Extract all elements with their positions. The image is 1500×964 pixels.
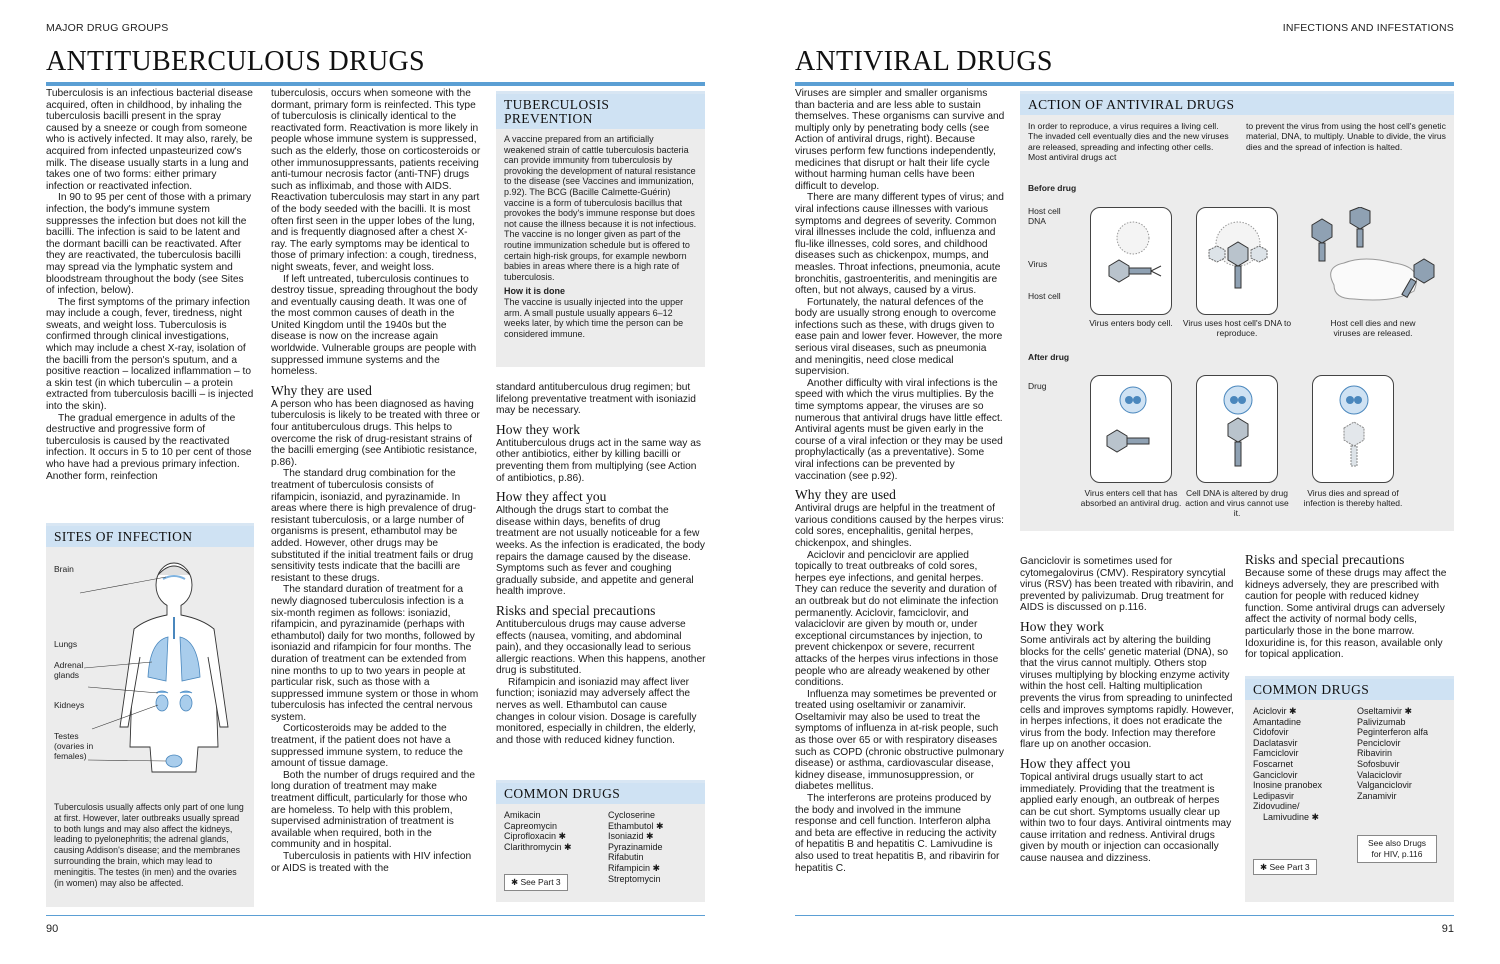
see-part3-note: ✱ See Part 3 xyxy=(1253,859,1317,876)
action-intro-a: In order to reproduce, a virus requires a living cell. The invaded cell eventually dies and the new viruses are released, spreading and infecting other cells. Most antiviral drugs act xyxy=(1028,121,1229,163)
left-why-para: Tuberculosis in patients with HIV infection or AIDS is treated with the xyxy=(271,851,472,874)
right-running-head: INFECTIONS AND INFESTATIONS xyxy=(1282,22,1454,34)
after-panel-3 xyxy=(1312,375,1394,483)
right-col1-para: There are many different types of virus; and viral infections cause illnesses with various symptoms and degrees of severity. Common viral illnesses include the cold, influenza and flu-like illnesses, cold sores, and childhood diseases such as chickenpox, mumps, and measles. Throat infections, pneumonia, acute bronchitis, gastroenteritis, and meningitis are often, but not always, caused by a virus. xyxy=(795,192,1004,297)
after-panel-2 xyxy=(1196,375,1278,483)
drug-item: Peginterferon alfa xyxy=(1357,727,1429,738)
caption-before-2: Virus uses host cell's DNA to reproduce. xyxy=(1182,318,1292,338)
drug-item: Clarithromycin ✱ xyxy=(504,841,572,852)
see-also-note: See also Drugs for HIV, p.116 xyxy=(1357,835,1437,862)
label-adrenal: Adrenal glands xyxy=(54,660,84,680)
drug-item: Ledipasvir xyxy=(1253,790,1295,801)
action-intro-b: to prevent the virus from using the host cell's genetic material, DNA, to multiply. Unable to divide, the virus dies and the spread of infection is halted. xyxy=(1246,121,1446,152)
tb-prevention-body xyxy=(496,129,705,344)
drug-absorbed-illustration xyxy=(1091,376,1173,484)
left-col2 xyxy=(271,88,481,910)
label-testes: Testes (ovaries in females) xyxy=(54,731,94,761)
drug-item: Capreomycin xyxy=(504,820,558,831)
left-risks-para: Rifampicin and isoniazid may affect liver function; isoniazid may adversely affect the nerves as well. Ethambutol can cause changes in colour vision. Dosage is carefully monitored, especially in children, the elderly, and those with reduced kidney function. xyxy=(496,676,697,746)
left-col1 xyxy=(46,88,254,514)
drug-item: Penciclovir xyxy=(1357,737,1401,748)
virus-dies-illustration xyxy=(1313,376,1395,484)
right-col1-para: Viruses are simpler and smaller organisms than bacteria and are less able to sustain themselves. These organisms can survive and multiply only by penetrating body cells (see Action of antiviral drugs, right). Because viruses perform few functions independently, medicines that disrupt or halt their life cycle without harming human cells have been difficult to develop. xyxy=(795,88,1005,192)
left-bottom-rule xyxy=(46,915,705,916)
drug-item: Rifabutin xyxy=(608,852,644,863)
left-col3-para: standard antituberculous drug regimen; but lifelong preventative treatment with isoniazid may be necessary. xyxy=(496,382,696,417)
left-col2-para: tuberculosis, occurs when someone with the dormant, primary form is reinfected. This type of tuberculosis is clinically identical to the reactivated form. Reactivation is more likely in people whose immune system is suppressed, such as the elderly, those on corticosteroids or other immunosuppressants, patients receiving anti-tumour necrosis factor (anti-TNF) drugs such as infliximab, and those with AIDS. Reactivation tuberculosis may start in any part of the body seeded with the bacilli. It is most often first seen in the upper lobes of the lung, and is frequently diagnosed after a chest X-ray. The early symptoms may be identical to those of primary infection: a cough, tiredness, night sweats, fever, and weight loss. xyxy=(271,88,481,273)
drug-item: Ganciclovir xyxy=(1253,769,1298,780)
tb-prevention-title-2: PREVENTION xyxy=(504,111,593,126)
left-how-affect-text: Although the drugs start to combat the disease within days, benefits of drug treatment are not usually noticeable for a few weeks. As the infection is eradicated, the body repairs the damage caused by the disease. Symptoms such as fever and coughing gradually subside, and appetite and general health improve. xyxy=(496,505,705,598)
drug-item: Inosine pranobex xyxy=(1253,780,1323,791)
right-col1-para: Fortunately, the natural defences of the body are usually strong enough to overcome infections such as these, with drugs given to ease pain and lower fever. However, the more serious viral diseases, such as pneumonia and meningitis, need close medical supervision. xyxy=(795,296,1003,378)
right-why-para: The interferons are proteins produced by the body and involved in the immune response and cell function. Interferon alpha and beta are effective in reducing the activity of hepatitis B and hepatitis C. Lamivudine is also used to treat hepatitis B, and ribavirin for hepatitis C. xyxy=(795,793,1000,874)
label-host-cell-dna: Host cell DNA xyxy=(1028,206,1061,226)
label-kidneys: Kidneys xyxy=(54,700,85,710)
drug-item: Famciclovir xyxy=(1253,748,1299,759)
drug-item: Sofosbuvir xyxy=(1357,758,1400,769)
right-col3 xyxy=(1245,552,1455,672)
left-col2-para: If left untreated, tuberculosis continues to destroy tissue, spreading throughout the body and eventually causing death. It was one of the most common causes of death in the United Kingdom until the 1940s but the disease is now on the increase again worldwide. Vulnerable groups are people with suppressed immune systems and the homeless. xyxy=(271,273,478,378)
new-viruses-released-illustration xyxy=(1304,207,1444,315)
virus-reproduces-illustration xyxy=(1197,208,1279,316)
drug-item: Cidofovir xyxy=(1253,727,1289,738)
left-how-work-heading: How they work xyxy=(496,421,580,437)
before-panel-3 xyxy=(1304,207,1444,315)
left-why-para: A person who has been diagnosed as having tuberculosis is likely to be treated with three or four antituberculous drugs. This helps to overcome the risk of drug-resistant strains of the bacilli emerging (see Antibiotic resistance, p.86). xyxy=(271,398,480,468)
right-common-drugs-title: COMMON DRUGS xyxy=(1245,676,1454,700)
drug-item: Amikacin xyxy=(504,810,541,820)
label-drug: Drug xyxy=(1028,381,1047,391)
left-why-used-heading: Why they are used xyxy=(271,382,372,398)
virus-enters-illustration xyxy=(1091,208,1173,316)
left-page-number: 90 xyxy=(46,923,59,935)
left-how-affect-heading: How they affect you xyxy=(496,489,607,505)
after-panel-1 xyxy=(1090,375,1172,483)
sites-box-title: SITES OF INFECTION xyxy=(46,523,254,547)
left-running-head: MAJOR DRUG GROUPS xyxy=(46,22,169,34)
tb-prevention-subtext: The vaccine is usually injected into the upper arm. A small pustule usually appears 6–12 weeks later, by which time the person can be considered immune. xyxy=(504,296,684,339)
right-bottom-rule xyxy=(795,915,1454,916)
drug-item: Ethambutol ✱ xyxy=(608,820,664,831)
label-lungs: Lungs xyxy=(54,639,78,649)
left-common-drugs-title: COMMON DRUGS xyxy=(496,780,705,804)
drug-item: Pyrazinamide xyxy=(608,841,663,852)
right-how-work-heading: How they work xyxy=(1020,618,1104,634)
drug-item: Aciclovir ✱ xyxy=(1253,706,1297,716)
left-drug-list xyxy=(496,804,705,891)
left-why-para: The standard drug combination for the treatment of tuberculosis consists of rifampicin, isoniazid, and pyrazinamide. In areas where there is high prevalence of drug-resistant tuberculosis, or a large number of organisms is present, ethambutol may be added. However, other drugs may be substituted if the initial treatment fails or drug sensitivity tests indicate that the bacilli are resistant to these drugs. xyxy=(271,468,476,584)
drug-item: Foscarnet xyxy=(1253,758,1294,769)
caption-after-2: Cell DNA is altered by drug action and virus cannot use it. xyxy=(1185,488,1289,518)
drug-item: Cycloserine xyxy=(608,810,656,820)
left-why-para: The standard duration of treatment for a newly diagnosed tuberculosis infection is a six-month regimen as follows: isoniazid, rifampicin, and pyrazinamide (perhaps with ethambutol) daily for two months, followed by isoniazid and rifampicin for four months. The duration of treatment can be extended from nine months to up to two years in people at particular risk, such as those with a suppressed immune system or those in whom tuberculosis has infected the central nervous system. xyxy=(271,584,479,723)
left-title-rule xyxy=(46,82,705,86)
caption-before-3: Host cell dies and new viruses are released. xyxy=(1330,318,1416,338)
right-common-drugs-box xyxy=(1245,676,1454,902)
right-col1 xyxy=(795,88,1005,910)
before-panel-1 xyxy=(1090,207,1172,315)
action-of-antiviral-box xyxy=(1020,91,1454,531)
drug-item: Ciprofloxacin ✱ xyxy=(504,831,567,842)
left-col1-para: Tuberculosis is an infectious bacterial disease acquired, often in childhood, by inhaling the tuberculosis bacilli present in the spray caused by a sneeze or cough from someone who is actively infected. It may also, rarely, be acquired from infected unpasteurized cow's milk. The disease usually starts in a lung and takes one of two forms: either primary infection or reactivated infection. xyxy=(46,88,253,192)
drug-item: Ribavirin xyxy=(1357,748,1393,759)
label-virus: Virus xyxy=(1028,259,1048,269)
tb-prevention-text: A vaccine prepared from an artificially weakened strain of cattle tuberculosis bacteria can provide immunity from tuberculosis by provoking the development of natural resistance to the disease (see Vaccines and immunization, p.92). The BCG (Bacille Calmette-Guérin) vaccine is a form of tuberculosis bacillus that provokes the body's immune response but does not cause the illness because it is not infectious. The vaccine is no longer given as part of the routine immunization schedule but is offered to certain high-risk groups, for example newborn babies in areas where there is a high rate of tuberculosis. xyxy=(504,134,697,282)
left-why-para: Corticosteroids may be added to the treatment, if the patient does not have a suppressed immune system, to reduce the amount of tissue damage. xyxy=(271,723,463,770)
right-page-number: 91 xyxy=(1441,923,1454,935)
right-why-para: Aciclovir and penciclovir are applied topically to treat outbreaks of cold sores, herpes eye infections, and genital herpes. They can reduce the severity and duration of an outbreak but do not eliminate the infection permanently. Aciclovir, famciclovir, and valaciclovir are given by mouth or, under exceptional circumstances by injection, to prevent chickenpox or severe, recurrent attacks of the herpes virus infections in those people who are already weakened by other conditions. xyxy=(795,549,999,689)
tb-prevention-subheading: How it is done xyxy=(504,286,566,297)
drug-item: Lamivudine ✱ xyxy=(1263,811,1320,822)
right-why-para: Antiviral drugs are helpful in the treatment of various conditions caused by the herpes virus: cold sores, encephalitis, genital herpes, chickenpox, and shingles. xyxy=(795,503,1004,549)
action-box-title: ACTION OF ANTIVIRAL DRUGS xyxy=(1020,91,1454,115)
tb-prevention-box xyxy=(496,91,705,367)
label-host-cell: Host cell xyxy=(1028,291,1061,301)
drug-item: Streptomycin xyxy=(608,873,661,884)
caption-after-1: Virus enters cell that has absorbed an antiviral drug. xyxy=(1080,488,1182,508)
right-drug-list xyxy=(1245,700,1454,875)
drug-item: Valaciclovir xyxy=(1357,769,1402,780)
left-col3 xyxy=(496,382,706,772)
left-col1-para: The gradual emergence in adults of the destructive and progressive form of tuberculosis is caused by the reactivated infection. It occurs in 5 to 10 per cent of those who have had a previous primary infection. Another form, reinfection xyxy=(46,412,252,482)
see-part3-note: ✱ See Part 3 xyxy=(504,874,568,891)
tb-prevention-title-1: TUBERCULOSIS xyxy=(504,97,610,112)
drug-item: Isoniazid ✱ xyxy=(608,831,654,842)
right-how-affect-heading: How they affect you xyxy=(1020,755,1131,771)
before-drug-label: Before drug xyxy=(1028,183,1077,193)
right-how-affect-text: Topical antiviral drugs usually start to act immediately. Providing that the treatment is applied early enough, an outbreak of herpes can be cut short. Symptoms usually clear up within two to four days. Antiviral ointments may cause irritation and redness. Antiviral drugs given by mouth or injection can occasionally cause nausea and dizziness. xyxy=(1020,771,1232,865)
drug-item: Zanamivir xyxy=(1357,790,1397,801)
right-why-para: Influenza may sometimes be prevented or treated using oseltamivir or zanamivir. Oseltamivir may also be used to treat the symptoms of influenza in at-risk people, such as those over 65 or with respiratory diseases such as COPD (chronic obstructive pulmonary disease) or asthma, cardiovascular disease, kidney disease, immunosuppression, or diabetes mellitus. xyxy=(795,688,1004,793)
right-risks-heading: Risks and special precautions xyxy=(1245,552,1405,567)
sites-of-infection-box xyxy=(46,523,254,907)
right-col1-para: Another difficulty with viral infections is the speed with which the virus multiplies. By the time symptoms appear, the viruses are so numerous that antiviral drugs have little effect. Antiviral agents must be given early in the course of a viral infection or they may be used prophylactically (as a preventative). Some viral infections can be prevented by vaccination (see p.92). xyxy=(795,377,1003,482)
label-brain: Brain xyxy=(54,564,74,574)
after-drug-label: After drug xyxy=(1028,352,1070,362)
tb-prevention-title xyxy=(496,91,705,129)
right-how-work-text: Some antivirals act by altering the building blocks for the cells' genetic material (DNA), so that the virus cannot multiply. Others stop viruses multiplying by blocking enzyme activity within the host cell. Halting multiplication prevents the virus from spreading to uninfected cells and improves symptoms rapidly. However, in herpes infections, it does not eradicate the virus from the body. Infection may therefore flare up on another occasion. xyxy=(1020,634,1234,751)
action-intro xyxy=(1020,115,1454,163)
drug-item: Zidovudine/ xyxy=(1253,801,1300,812)
caption-after-3: Virus dies and spread of infection is thereby halted. xyxy=(1303,488,1403,508)
right-col2 xyxy=(1020,556,1234,910)
left-risks-heading: Risks and special precautions xyxy=(496,602,656,618)
right-page-title: ANTIVIRAL DRUGS xyxy=(795,46,1053,77)
drug-item: Palivizumab xyxy=(1357,716,1406,727)
caption-before-1: Virus enters body cell. xyxy=(1089,318,1173,328)
left-common-drugs-box xyxy=(496,780,705,902)
left-why-para: Both the number of drugs required and the long duration of treatment may make treatment difficult, particularly for those who are homeless. To help with this problem, supervised administration of treatment is available when required, both in the community and in hospital. xyxy=(271,769,475,851)
right-col2-para: Ganciclovir is sometimes used for cytomegalovirus (CMV). Respiratory syncytial virus (RSV) has been treated with ribavirin, and prevented by palivizumab. Drug treatment for AIDS is discussed on p.116. xyxy=(1020,556,1234,614)
left-col1-para: The first symptoms of the primary infection may include a cough, fever, tiredness, night sweats, and weight loss. Tuberculosis is confirmed through clinical investigations, which may include a chest X-ray, isolation of the bacilli from the person's sputum, and a positive reaction – localized inflammation – to a skin test (in which tuberculin – a protein extracted from tuberculosis bacilli – is injected into the skin). xyxy=(46,296,254,413)
before-panel-2 xyxy=(1196,207,1278,315)
drug-item: Valganciclovir xyxy=(1357,780,1412,791)
left-col1-para: In 90 to 95 per cent of those with a primary infection, the body's immune system suppresses the infection but does not kill the bacilli. The infection is said to be latent and the dormant bacilli can be reactivated. After they are reactivated, the tuberculosis bacilli may spread via the lymphatic system and bloodstream throughout the body (see Sites of infection, below). xyxy=(46,192,252,297)
drug-item: Oseltamivir ✱ xyxy=(1357,706,1413,716)
drug-item: Rifampicin ✱ xyxy=(608,862,661,873)
drug-item: Amantadine xyxy=(1253,716,1302,727)
right-why-used-heading: Why they are used xyxy=(795,487,896,503)
left-page-title: ANTITUBERCULOUS DRUGS xyxy=(46,46,425,77)
left-how-work-text: Antituberculous drugs act in the same way as other antibiotics, either by killing bacilli or preventing them from multiplying (see Action of antibiotics, p.86). xyxy=(496,437,701,484)
right-title-rule xyxy=(795,82,1454,86)
left-risks-para: Antituberculous drugs may cause adverse effects (nausea, vomiting, and abdominal pain), and they occasionally lead to serious allergic reactions. When this happens, another drug is substituted. xyxy=(496,618,706,677)
dna-altered-illustration xyxy=(1197,376,1279,484)
right-risks-text: Because some of these drugs may affect the kidneys adversely, they are prescribed with caution for people with reduced kidney function. Some antiviral drugs can adversely affect the activity of normal body cells, particularly those in the bone marrow. Idoxuridine is, for this reason, available only for topical application. xyxy=(1245,568,1447,661)
drug-item: Daclatasvir xyxy=(1253,737,1298,748)
sites-caption: Tuberculosis usually affects only part of one lung at first. However, later outbreaks usually spread to both lungs and may also affect the kidneys, leading to pyelonephritis; the adrenal glands, causing Addison's disease; and the membranes surrounding the brain, which may lead to meningitis. The testes (in men) and the ovaries (in women) may also be affected. xyxy=(54,802,244,888)
